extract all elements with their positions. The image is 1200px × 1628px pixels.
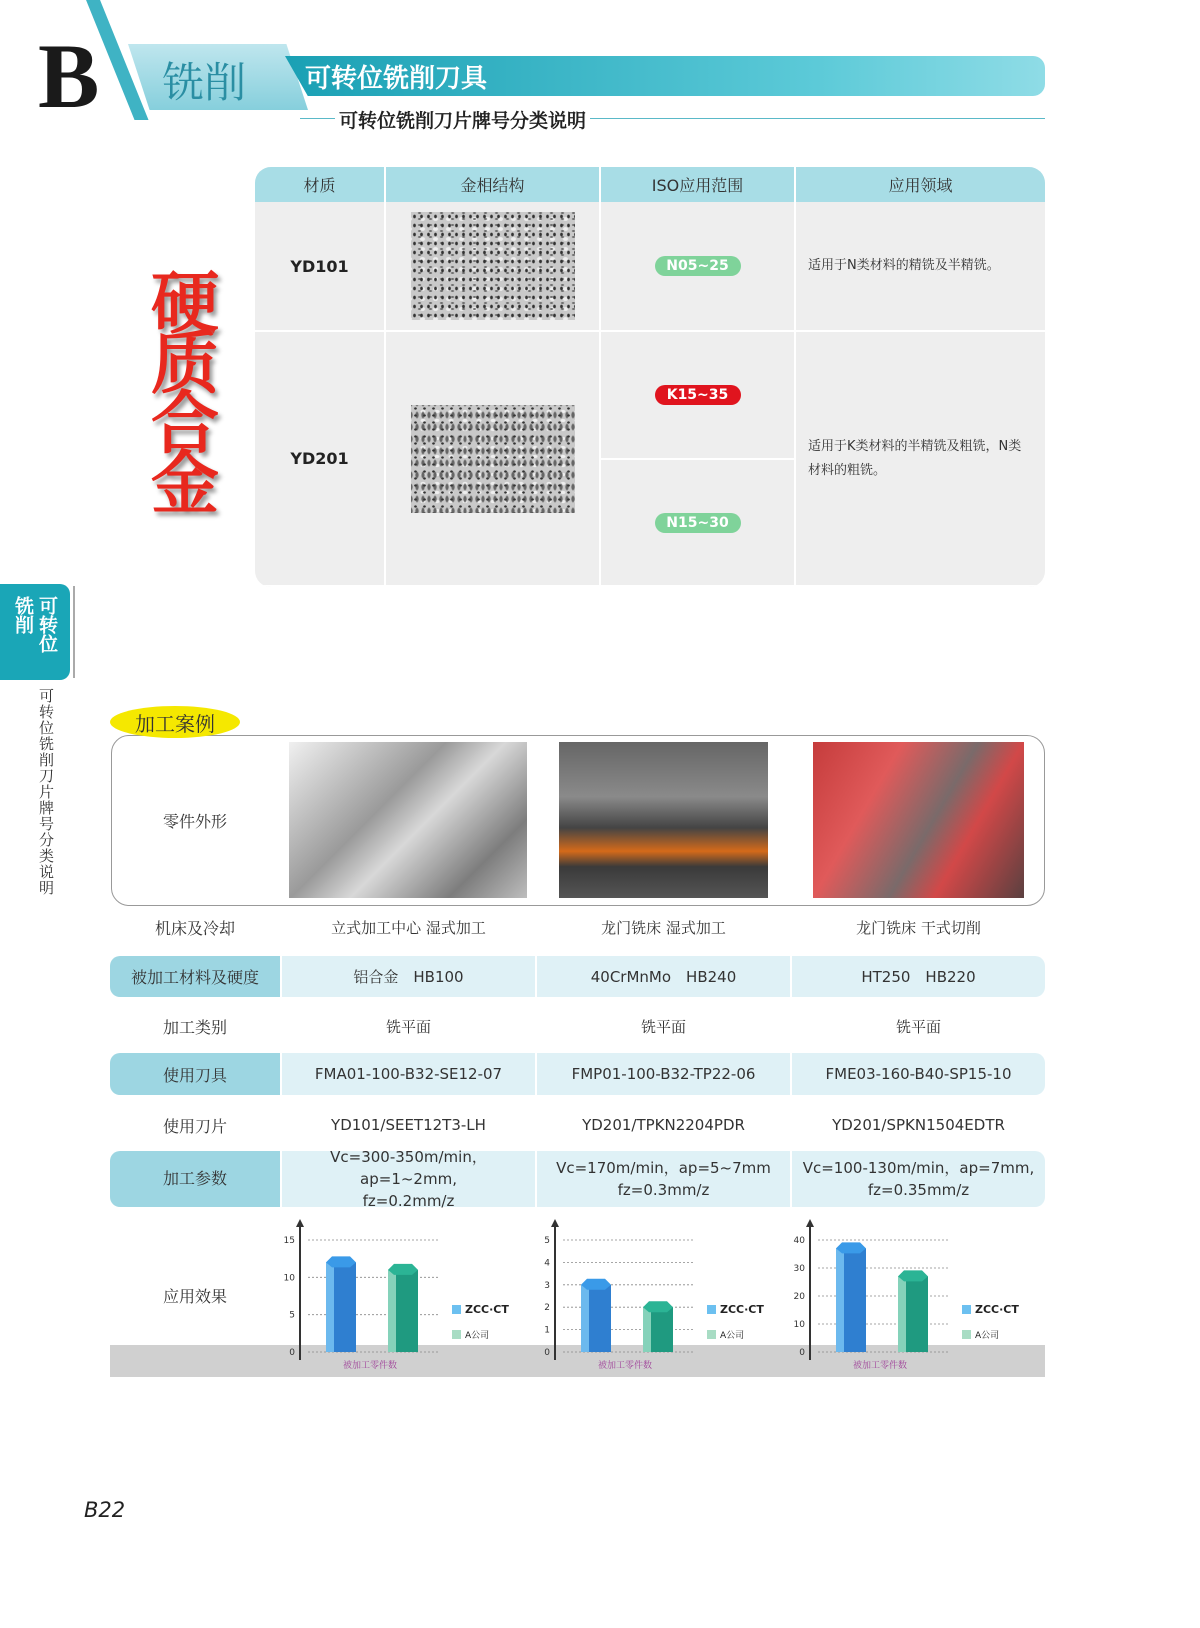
iso-badge: K15~35 [655, 385, 741, 405]
microstructure-cell [386, 202, 601, 332]
param-line: fz=0.3mm/z [617, 1181, 710, 1199]
tick-label: 30 [793, 1264, 805, 1274]
row-label: 应用效果 [162, 1286, 227, 1306]
cell: YD201/TPKN2204PDR [582, 1116, 745, 1134]
bar-highlight [643, 1307, 651, 1352]
bar-cap [836, 1242, 866, 1253]
legend-label: ZCC·CT [465, 1303, 509, 1316]
row-label: 机床及冷却 [154, 918, 235, 938]
section-title: 铣削 [162, 58, 247, 107]
bar-highlight [388, 1270, 396, 1352]
iso-badge: N15~30 [655, 513, 741, 533]
bar-cap [643, 1301, 673, 1312]
bar-highlight [326, 1262, 334, 1352]
iso-cell [601, 460, 796, 587]
legend-swatch [962, 1305, 971, 1314]
bar-highlight [581, 1285, 589, 1352]
grades-table [255, 167, 1045, 587]
application-text: 适用于K类材料的半精铣及粗铣，N类材料的粗铣。 [796, 332, 1045, 587]
legend-swatch [452, 1330, 461, 1339]
cell [792, 1151, 1045, 1207]
grade-name: YD201 [255, 332, 386, 587]
category-title: 硬质合金 [150, 265, 219, 524]
row-label: 加工参数 [110, 1151, 280, 1207]
side-vertical-title: 可转位铣削刀片牌号分类说明 [37, 688, 55, 896]
cases-title: 加工案例 [110, 706, 240, 738]
row-label: 使用刀片 [162, 1116, 227, 1136]
effect-chart-2 [537, 1215, 790, 1377]
tick-label: 3 [544, 1280, 550, 1291]
cell: FMA01-100-B32-SE12-07 [282, 1053, 535, 1095]
tick-label: 4 [544, 1258, 550, 1269]
col-header: 金相结构 [386, 167, 601, 202]
side-tab-line2: 铣削 [12, 596, 34, 634]
legend-label: A公司 [720, 1331, 745, 1341]
page-subtitle: 可转位铣削刀片牌号分类说明 [335, 106, 590, 133]
tick-label: 0 [544, 1348, 550, 1358]
cell [282, 1148, 535, 1210]
bar-cap [581, 1279, 611, 1290]
col-header: ISO应用范围 [601, 167, 796, 202]
cell: YD101/SEET12T3-LH [331, 1116, 486, 1134]
tick-label: 10 [793, 1320, 805, 1330]
effect-chart-1 [282, 1215, 535, 1377]
application-text: 适用于N类材料的精铣及半精铣。 [796, 202, 1045, 332]
cell: YD201/SPKN1504EDTR [832, 1116, 1005, 1134]
legend-swatch [452, 1305, 461, 1314]
cell: 铝合金 HB100 [282, 956, 535, 997]
row-label: 加工类别 [162, 1017, 227, 1037]
tab-divider [73, 586, 75, 678]
param-line: Vc=100-130m/min，ap=7mm, [802, 1159, 1035, 1177]
iso-cell [601, 202, 796, 332]
x-axis-label: 被加工零件数 [597, 1361, 653, 1371]
row-label: 被加工材料及硬度 [110, 956, 280, 997]
x-axis-label: 被加工零件数 [852, 1361, 908, 1371]
part-photo-gantry-workpiece [559, 742, 768, 898]
cell: FME03-160-B40-SP15-10 [792, 1053, 1045, 1095]
bar-cap [388, 1264, 418, 1275]
tick-label: 15 [283, 1236, 295, 1246]
legend-label: A公司 [465, 1331, 490, 1341]
cell: 铣平面 [895, 1017, 941, 1036]
grade-name: YD101 [255, 202, 386, 332]
cell: 立式加工中心 湿式加工 [331, 918, 486, 937]
chapter-letter: B [38, 25, 100, 127]
tick-label: 1 [544, 1325, 550, 1336]
col-header: 材质 [255, 167, 386, 202]
axis-arrow-icon [551, 1219, 559, 1227]
bar-cap [326, 1256, 356, 1267]
microstructure-image [411, 405, 575, 513]
microstructure-cell [386, 332, 601, 587]
legend-label: ZCC·CT [720, 1303, 764, 1316]
axis-arrow-icon [806, 1219, 814, 1227]
row-label: 使用刀具 [110, 1053, 280, 1095]
page-title: 可转位铣削刀具 [305, 64, 488, 94]
page-number: B22 [84, 1498, 126, 1522]
cell: 铣平面 [640, 1017, 686, 1036]
tick-label: 40 [793, 1236, 805, 1246]
x-axis-label: 被加工零件数 [342, 1361, 398, 1371]
col-header: 应用领域 [796, 167, 1045, 202]
microstructure-image [411, 212, 575, 320]
side-tab[interactable] [0, 584, 70, 680]
param-line: Vc=170m/min，ap=5~7mm [556, 1159, 771, 1177]
tick-label: 0 [799, 1348, 805, 1358]
legend-swatch [962, 1330, 971, 1339]
legend-swatch [707, 1305, 716, 1314]
tick-label: 5 [289, 1310, 295, 1321]
tick-label: 2 [544, 1303, 550, 1314]
iso-badge: N05~25 [655, 256, 741, 276]
bar-highlight [898, 1276, 906, 1352]
tick-label: 0 [289, 1348, 295, 1358]
tick-label: 10 [283, 1273, 295, 1284]
axis-arrow-icon [296, 1219, 304, 1227]
side-tab-line1: 可转位 [36, 596, 58, 653]
param-line: fz=0.2mm/z [362, 1192, 455, 1210]
row-label: 零件外形 [162, 811, 227, 831]
legend-label: ZCC·CT [975, 1303, 1019, 1316]
cell: 铣平面 [385, 1017, 431, 1036]
part-photo-cast-iron-part [813, 742, 1024, 898]
cell: HT250 HB220 [792, 956, 1045, 997]
tick-label: 20 [793, 1292, 805, 1302]
legend-swatch [707, 1330, 716, 1339]
param-line: Vc=300-350m/min，ap=1~2mm, [330, 1148, 487, 1188]
cell [537, 1151, 790, 1207]
part-photo-aluminum-plate [289, 742, 527, 898]
cell: 龙门铣床 干式切削 [856, 918, 981, 937]
effect-chart-3 [792, 1215, 1045, 1377]
cell: FMP01-100-B32-TP22-06 [537, 1053, 790, 1095]
param-line: fz=0.35mm/z [867, 1181, 970, 1199]
cell: 40CrMnMo HB240 [537, 956, 790, 997]
cell: 龙门铣床 湿式加工 [601, 918, 726, 937]
bar-highlight [836, 1248, 844, 1352]
legend-label: A公司 [975, 1331, 1000, 1341]
bar-cap [898, 1270, 928, 1281]
iso-cell [601, 332, 796, 460]
tick-label: 5 [544, 1236, 550, 1246]
